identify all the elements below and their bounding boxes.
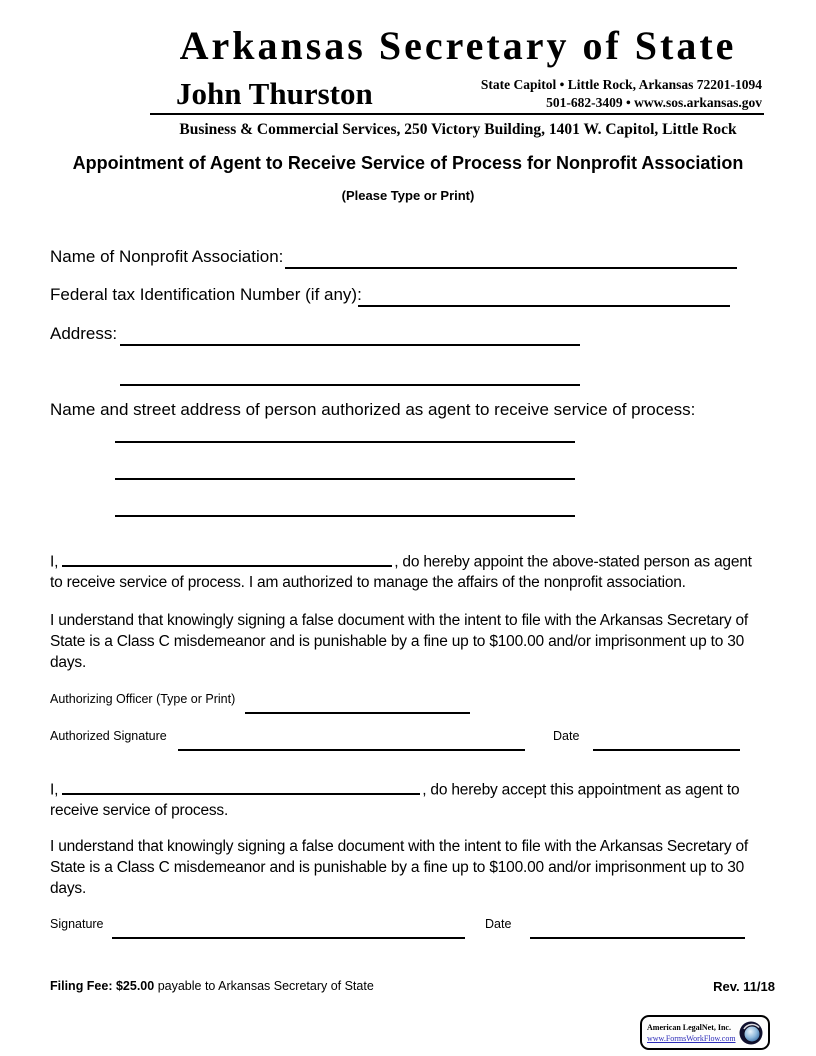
acceptance-statement bbox=[50, 778, 768, 821]
nonprofit-name-row bbox=[50, 247, 766, 269]
federal-tax-label: Federal tax Identification Number (if any): bbox=[50, 285, 362, 304]
date-label: Date bbox=[553, 729, 580, 743]
address-label: Address: bbox=[50, 324, 118, 343]
contact-address: State Capitol • Little Rock, Arkansas 72201-1094 bbox=[480, 77, 762, 92]
federal-tax-row bbox=[50, 285, 766, 307]
agent-heading-row bbox=[50, 400, 766, 422]
agent-heading: Name and street address of person authorized as agent to receive service of process: bbox=[50, 400, 696, 419]
letterhead-row bbox=[150, 70, 766, 112]
appointment-prefix: I, bbox=[50, 553, 59, 571]
form-title: Appointment of Agent to Receive Service of Process for Nonprofit Association bbox=[72, 153, 744, 173]
authorized-date-field[interactable] bbox=[593, 729, 740, 751]
appointment-suffix: , do hereby appoint the above-stated person as agent to receive service of process. I am authorized to manage the affairs of the nonprofit association. bbox=[50, 553, 752, 591]
acceptance-suffix: , do hereby accept this appointment as agent to receive service of process. bbox=[50, 781, 740, 819]
signature-date-field[interactable] bbox=[530, 917, 745, 939]
authorized-signature-field[interactable] bbox=[178, 729, 525, 751]
false-statement-notice-2: I understand that knowingly signing a false document with the intent to file with the Arkansas Secretary of State is a Class C misdemeanor and is punishable by a fine up to $100.00 and/or imprisonment up to 30 days. bbox=[50, 838, 749, 897]
contact-phone-web: 501-682-3409 • www.sos.arkansas.gov bbox=[546, 95, 762, 110]
filing-fee-amount: Filing Fee: $25.00 bbox=[50, 979, 155, 993]
authorized-signature-row bbox=[50, 729, 766, 751]
agency-title: Arkansas Secretary of State bbox=[179, 23, 737, 68]
date-label: Date bbox=[485, 917, 512, 931]
agent-field-line1[interactable] bbox=[115, 421, 575, 443]
division-address: Business & Commercial Services, 250 Victory Building, 1401 W. Capitol, Little Rock bbox=[179, 121, 737, 138]
contact-block bbox=[481, 76, 766, 112]
authorized-signature-label: Authorized Signature bbox=[50, 729, 167, 743]
vendor-website-link[interactable]: www.FormsWorkFlow.com bbox=[647, 1033, 736, 1043]
agent-field-line3[interactable] bbox=[115, 495, 575, 517]
globe-icon bbox=[739, 1021, 763, 1045]
nonprofit-name-field[interactable] bbox=[285, 247, 737, 269]
filing-fee-text: payable to Arkansas Secretary of State bbox=[154, 979, 374, 993]
vendor-badge bbox=[640, 1015, 770, 1050]
signature-field[interactable] bbox=[112, 917, 465, 939]
address-field-line2[interactable] bbox=[120, 364, 580, 386]
acceptance-prefix: I, bbox=[50, 781, 59, 799]
agent-field-line2[interactable] bbox=[115, 458, 575, 480]
federal-tax-field[interactable] bbox=[358, 285, 730, 307]
secretary-name: John Thurston bbox=[176, 76, 373, 111]
nonprofit-name-label: Name of Nonprofit Association: bbox=[50, 247, 284, 266]
signature-label: Signature bbox=[50, 917, 104, 931]
appointment-statement bbox=[50, 550, 768, 593]
false-statement-notice-1: I understand that knowingly signing a false document with the intent to file with the Arkansas Secretary of State is a Class C misdemeanor and is punishable by a fine up to $100.00 and/or imprisonment up to 30 days. bbox=[50, 612, 749, 671]
filing-fee-note bbox=[50, 979, 374, 993]
authorizing-officer-row bbox=[50, 692, 766, 714]
appointer-name-field[interactable] bbox=[62, 550, 392, 567]
form-instruction: (Please Type or Print) bbox=[341, 188, 475, 203]
address-field-line1[interactable] bbox=[120, 324, 580, 346]
revision-label: Rev. 11/18 bbox=[713, 979, 775, 994]
agent-name-field[interactable] bbox=[62, 778, 420, 795]
authorizing-officer-label: Authorizing Officer (Type or Print) bbox=[50, 692, 236, 706]
header-divider bbox=[150, 113, 764, 115]
authorizing-officer-field[interactable] bbox=[245, 692, 470, 714]
address-row bbox=[50, 324, 766, 346]
signature-row bbox=[50, 917, 766, 939]
vendor-company: American LegalNet, Inc. bbox=[647, 1022, 731, 1032]
